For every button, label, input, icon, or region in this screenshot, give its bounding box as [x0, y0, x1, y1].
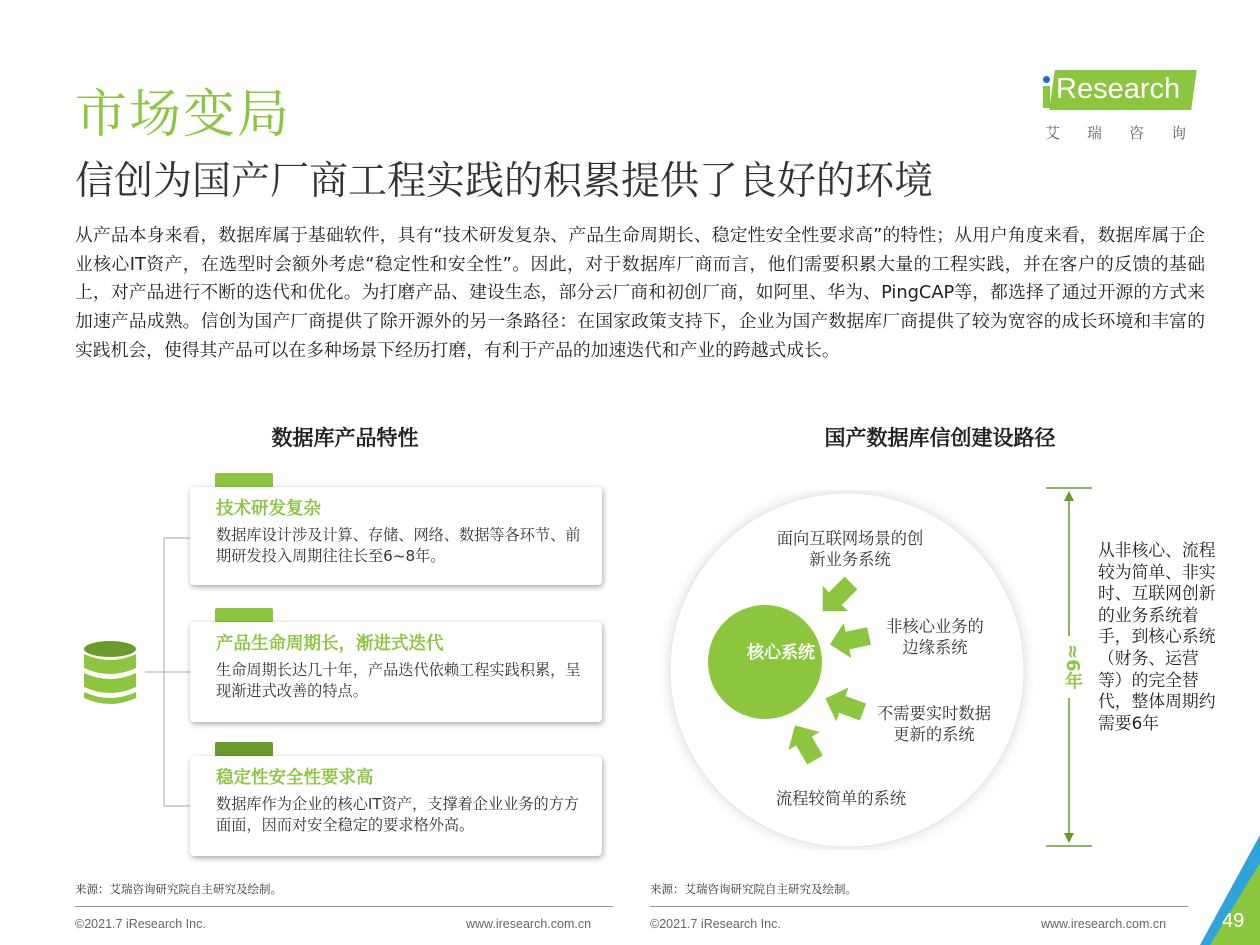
left-section-heading: 数据库产品特性	[271, 426, 419, 450]
system-internet: 面向互联网场景的创新业务系统	[776, 529, 924, 569]
copyright-left: ©2021.7 iResearch Inc.	[75, 917, 206, 931]
copyright-right: ©2021.7 iResearch Inc.	[650, 917, 781, 931]
system-nonrealtime: 不需要实时数据更新的系统	[877, 704, 991, 744]
card-text: 数据库作为企业的核心IT资产，支撑着企业业务的方方面面，因而对安全稳定的要求格外高。	[216, 795, 580, 834]
database-icon	[83, 640, 137, 706]
url-left: www.iresearch.com.cn	[466, 917, 592, 931]
page-number: 49	[1222, 910, 1245, 932]
logo-i-dot	[1043, 76, 1050, 83]
card-tab	[215, 742, 273, 756]
system-simple: 流程较简单的系统	[775, 789, 907, 808]
footer-divider	[650, 906, 1188, 907]
source-right: 来源：艾瑞咨询研究院自主研究及绘制。	[650, 882, 857, 896]
intro-paragraph: 从产品本身来看，数据库属于基础软件，具有“技术研发复杂、产品生命周期长、稳定性安全性要求高”的特性；从用户角度来看，数据库属于企业核心IT资产，在选型时会额外考虑“稳定性和安全性”。因此，对于数据库厂商而言，他们需要积累大量的工程实践，并在客户的反馈的基础上，对产品进行不断的迭代和优化。为打磨产品、建设生态，部分云厂商和初创厂商，如阿里、华为、PingCAP等，都选择了通过开源的方式来加速产品成熟。信创为国产厂商提供了除开源外的另一条路径：在国家政策支持下，企业为国产数据库厂商提供了较为宽容的成长环境和丰富的实践机会，使得其产品可以在多种场景下经历打磨，有利于产品的加速迭代和产业的跨越式成长。	[75, 225, 1205, 361]
card-title: 产品生命周期长，渐进式迭代	[216, 634, 444, 654]
duration-label: ≈6年	[1055, 636, 1085, 698]
card-tab	[215, 473, 273, 487]
card-tech-complexity	[190, 487, 602, 585]
arrow-down-icon	[1064, 833, 1074, 843]
card-title: 稳定性安全性要求高	[216, 768, 374, 788]
system-edge: 非核心业务的边缘系统	[886, 617, 984, 657]
url-right: www.iresearch.com.cn	[1041, 917, 1167, 931]
core-system-label: 核心系统	[747, 643, 815, 663]
arrow-up-icon	[1064, 491, 1074, 501]
page-title: 市场变局	[75, 85, 292, 145]
card-tab	[215, 608, 273, 622]
card-title: 技术研发复杂	[216, 499, 321, 519]
footer-divider	[75, 906, 613, 907]
logo-i-stem	[1043, 86, 1050, 108]
logo-text: Research	[1056, 73, 1181, 105]
page-subtitle: 信创为国产厂商工程实践的积累提供了良好的环境	[75, 159, 934, 204]
source-left: 来源：艾瑞咨询研究院自主研究及绘制。	[75, 882, 282, 896]
right-section-heading: 国产数据库信创建设路径	[824, 426, 1056, 450]
card-stability	[190, 756, 602, 856]
card-text: 数据库设计涉及计算、存储、网络、数据等各环节、前期研发投入周期往往长至6~8年。	[216, 526, 581, 565]
logo-chinese: 艾瑞咨询	[1045, 124, 1214, 142]
iresearch-logo	[1040, 62, 1214, 147]
path-note: 从非核心、流程较为简单、非实时、互联网创新的业务系统着手，到核心系统（财务、运营等）的完全替代，整体周期约需要6年	[1098, 540, 1216, 733]
card-text: 生命周期长达几十年，产品迭代依赖工程实践积累，呈现渐进式改善的特点。	[216, 661, 581, 700]
card-lifecycle	[190, 622, 602, 722]
